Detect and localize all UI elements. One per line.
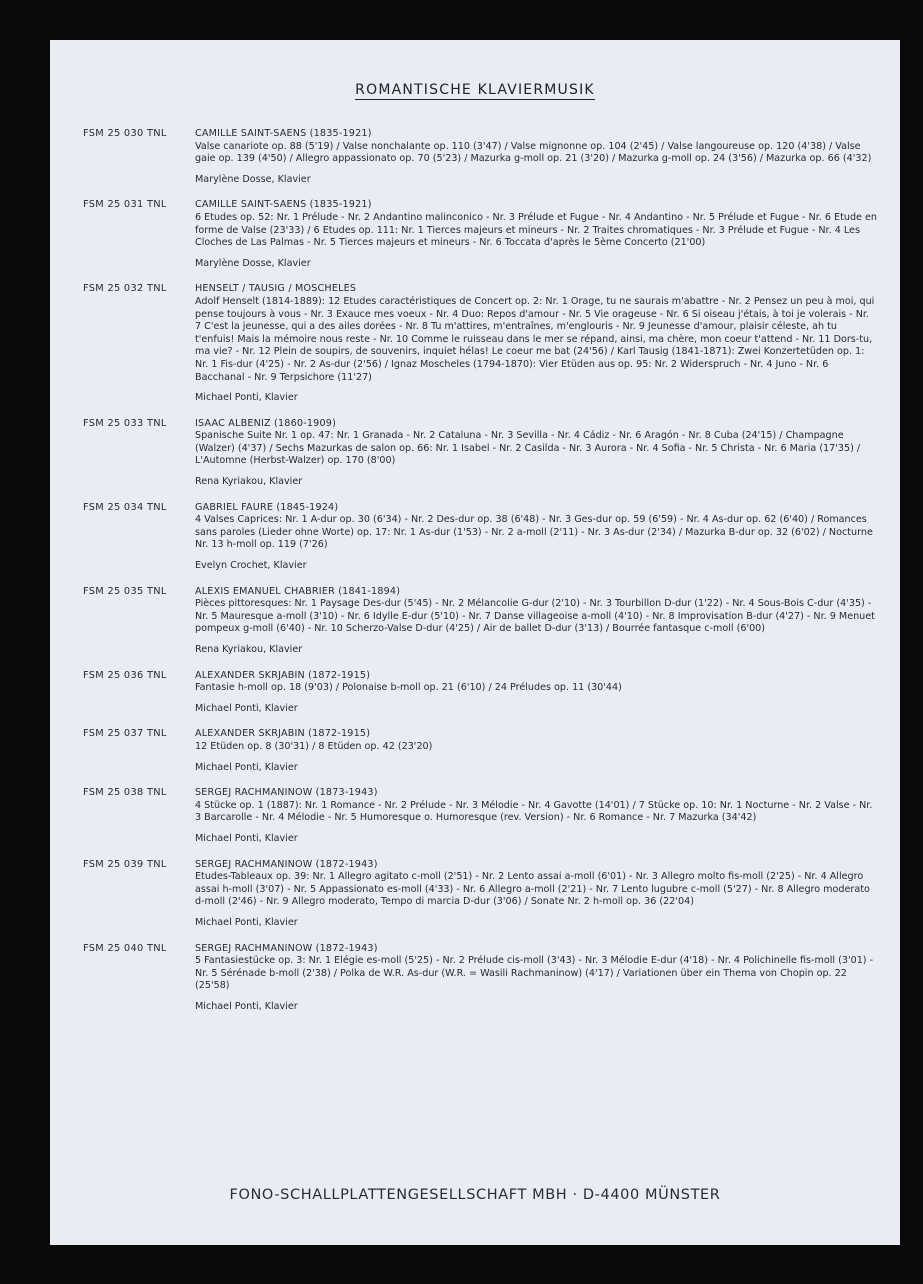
performer-line: Michael Ponti, Klavier	[195, 1000, 298, 1012]
performer-line: Rena Kyriakou, Klavier	[195, 644, 303, 655]
catalog-entry	[83, 859, 878, 930]
catalog-number: FSM 25 037 TNL	[83, 728, 167, 740]
composer-heading: CAMILLE SAINT-SAENS (1835-1921)	[195, 199, 372, 211]
catalog-entry	[83, 502, 878, 573]
catalog-entry	[83, 943, 878, 1014]
composer-heading: SERGEJ RACHMANINOW (1873-1943)	[195, 787, 378, 799]
works-list: 4 Stücke op. 1 (1887): Nr. 1 Romance - Nr. 2 Prélude - Nr. 3 Mélodie - Nr. 4 Gavotte (14'01) / 7 Stücke op. 10: Nr. 1 Nocturne - Nr. 2 Valse - Nr. 3 Barcarolle - Nr. 4 Mélodie - Nr. 5 Humoresque o. Humoresque (rev. Version) - Nr. 6 Romance - Nr. 7 Mazurka (34'42)	[195, 799, 873, 824]
catalog-entry	[83, 128, 878, 186]
works-list: Adolf Henselt (1814-1889): 12 Etudes caractéristiques de Concert op. 2: Nr. 1 Orage, tu ne saurais m'abattre - Nr. 2 Pensez un peu à moi, qui pense toujours à vous - Nr. 3 Exauce mes voeux - Nr. 4 Duo: Repos d'amour - Nr. 5 Vie orageuse - Nr. 6 Si oiseau j'étais, à toi je volerais - Nr. 7 C'est la jeunesse, qui a des ailes dorées - Nr. 8 Tu m'attires, m'entraînes, m'englouris - Nr. 9 Jeunesse d'amour, plaisir céleste, ah tu t'enfuis! Mais la mémoire nous reste - Nr. 10 Comme le ruisseau dans le mer se répand, ainsi, ma chère, mon coeur t'attend - Nr. 11 Dors-tu, ma vie? - Nr. 12 Plein de soupirs, de souvenirs, inquiet hélas! Le coeur me bat (24'56) / Karl Tausig (1841-1871): Zwei Konzertetüden op. 1: Nr. 1 Fis-dur (4'25) - Nr. 2 As-dur (2'56) / Ignaz Moscheles (1794-1870): Vier Etüden aus op. 95: Nr. 2 Widerspruch - Nr. 4 Juno - Nr. 6 Bacchanal - Nr. 9 Terpsichore (11'27)	[195, 295, 875, 383]
page-title	[50, 82, 900, 98]
works-list: Spanische Suite Nr. 1 op. 47: Nr. 1 Granada - Nr. 2 Cataluna - Nr. 3 Sevilla - Nr. 4 Cádiz - Nr. 6 Aragón - Nr. 8 Cuba (24'15) / Champagne (Walzer) (4'37) / Sechs Mazurkas de salon op. 66: Nr. 1 Isabel - Nr. 2 Casilda - Nr. 3 Aurora - Nr. 4 Sofia - Nr. 5 Christa - Nr. 6 Maria (17'35) / L'Automne (Herbst-Walzer) op. 170 (8'00)	[195, 430, 861, 467]
catalog-entry	[83, 586, 878, 657]
composer-heading: CAMILLE SAINT-SAENS (1835-1921)	[195, 128, 372, 139]
catalog-entry	[83, 418, 878, 489]
entry-body	[195, 418, 878, 489]
performer-line: Michael Ponti, Klavier	[195, 832, 298, 844]
works-list: 6 Etudes op. 52: Nr. 1 Prélude - Nr. 2 Andantino malinconico - Nr. 3 Prélude et Fugue - Nr. 4 Andantino - Nr. 5 Prélude et Fugue - Nr. 6 Etude en forme de Valse (23'33) / 6 Etudes op. 111: Nr. 1 Tierces majeurs et mineurs - Nr. 2 Traites chromatiques - Nr. 3 Prélude et Fugue - Nr. 4 Les Cloches de Las Palmas - Nr. 5 Tierces majeurs et mineurs - Nr. 6 Toccata d'après le 5ème Concerto (21'00)	[195, 211, 877, 249]
page-title-text: ROMANTISCHE KLAVIERMUSIK	[355, 82, 595, 98]
catalog-number: FSM 25 034 TNL	[83, 501, 167, 513]
entry-body	[195, 502, 878, 573]
entry-body	[195, 787, 878, 845]
composer-heading: SERGEJ RACHMANINOW (1872-1943)	[195, 858, 378, 870]
performer-line: Michael Ponti, Klavier	[195, 702, 298, 714]
catalog-entry	[83, 199, 878, 270]
entry-body	[195, 670, 878, 716]
catalog-entry	[83, 787, 878, 845]
entry-body	[195, 728, 878, 774]
composer-heading: ALEXANDER SKRJABIN (1872-1915)	[195, 728, 371, 740]
works-list: 5 Fantasiestücke op. 3: Nr. 1 Elégie es-moll (5'25) - Nr. 2 Prélude cis-moll (3'43) - Nr. 3 Mélodie E-dur (4'18) - Nr. 4 Polichinelle fis-moll (3'01) - Nr. 5 Sérénade b-moll (2'38) / Polka de W.R. As-dur (W.R. = Wasili Rachmaninow) (4'17) / Variationen über ein Thema von Chopin op. 22 (25'58)	[195, 955, 874, 992]
entry-body	[195, 283, 878, 404]
composer-heading: SERGEJ RACHMANINOW (1872-1943)	[195, 942, 378, 954]
catalog-sheet	[50, 40, 900, 1245]
composer-heading: GABRIEL FAURE (1845-1924)	[195, 501, 339, 513]
entry-body	[195, 943, 878, 1014]
performer-line: Marylène Dosse, Klavier	[195, 173, 311, 185]
entry-body	[195, 199, 878, 270]
catalog-number: FSM 25 039 TNL	[83, 858, 167, 870]
catalog-number: FSM 25 032 TNL	[83, 283, 167, 295]
publisher-footer: FONO-SCHALLPLATTENGESELLSCHAFT MBH · D-4400 MÜNSTER	[229, 1187, 721, 1203]
catalog-number: FSM 25 033 TNL	[83, 417, 167, 429]
works-list: 12 Etüden op. 8 (30'31) / 8 Etüden op. 42 (23'20)	[195, 740, 433, 752]
catalog-number: FSM 25 040 TNL	[83, 942, 167, 954]
performer-line: Michael Ponti, Klavier	[195, 392, 298, 404]
catalog-number: FSM 25 038 TNL	[83, 787, 167, 799]
catalog-entry	[83, 283, 878, 404]
performer-line: Evelyn Crochet, Klavier	[195, 560, 307, 572]
works-list: Pièces pittoresques: Nr. 1 Paysage Des-dur (5'45) - Nr. 2 Mélancolie G-dur (2'10) - Nr. 3 Tourbillon D-dur (1'22) - Nr. 4 Sous-Bois C-dur (4'35) - Nr. 5 Mauresque a-moll (3'10) - Nr. 6 Idylle E-dur (5'10) - Nr. 7 Danse villageoise a-moll (4'10) - Nr. 8 Improvisation B-dur (4'27) - Nr. 9 Menuet pompeux g-moll (6'40) - Nr. 10 Scherzo-Valse D-dur (4'25) / Air de ballet D-dur (3'13) / Bourrée fantasque c-moll (6'00)	[195, 598, 875, 635]
composer-heading: ALEXANDER SKRJABIN (1872-1915)	[195, 669, 371, 681]
works-list: Valse canariote op. 88 (5'19) / Valse nonchalante op. 110 (3'47) / Valse mignonne op. 104 (2'45) / Valse langoureuse op. 120 (4'38) / Valse gaie op. 139 (4'50) / Allegro appassionato op. 70 (5'23) / Mazurka g-moll op. 21 (3'20) / Mazurka g-moll op. 24 (3'56) / Mazurka op. 66 (4'32)	[195, 140, 872, 165]
catalog-entry	[83, 670, 878, 716]
entry-body	[195, 586, 878, 657]
catalog-number: FSM 25 030 TNL	[83, 128, 167, 139]
performer-line: Michael Ponti, Klavier	[195, 761, 298, 773]
works-list: 4 Valses Caprices: Nr. 1 A-dur op. 30 (6'34) - Nr. 2 Des-dur op. 38 (6'48) - Nr. 3 Ges-dur op. 59 (6'59) - Nr. 4 As-dur op. 62 (6'40) / Romances sans paroles (Lieder ohne Worte) op. 17: Nr. 1 As-dur (1'53) - Nr. 2 a-moll (2'11) - Nr. 3 As-dur (2'34) / Mazurka B-dur op. 32 (6'02) / Nocturne Nr. 13 h-moll op. 119 (7'26)	[195, 514, 873, 551]
catalog-number: FSM 25 031 TNL	[83, 199, 167, 211]
performer-line: Marylène Dosse, Klavier	[195, 257, 311, 269]
composer-heading: ALEXIS EMANUEL CHABRIER (1841-1894)	[195, 585, 401, 597]
catalog-number: FSM 25 035 TNL	[83, 585, 167, 597]
performer-line: Rena Kyriakou, Klavier	[195, 476, 303, 488]
works-list: Fantasie h-moll op. 18 (9'03) / Polonaise b-moll op. 21 (6'10) / 24 Préludes op. 11 (30'44)	[195, 682, 622, 694]
composer-heading: HENSELT / TAUSIG / MOSCHELES	[195, 283, 357, 295]
catalog-entries	[83, 128, 878, 1026]
performer-line: Michael Ponti, Klavier	[195, 916, 298, 928]
entry-body	[195, 128, 878, 186]
works-list: Etudes-Tableaux op. 39: Nr. 1 Allegro agitato c-moll (2'51) - Nr. 2 Lento assai a-moll (6'01) - Nr. 3 Allegro molto fis-moll (2'25) - Nr. 4 Allegro assai h-moll (3'07) - Nr. 5 Appassionato es-moll (4'33) - Nr. 6 Allegro a-moll (2'21) - Nr. 7 Lento lugubre c-moll (5'27) - Nr. 8 Allegro moderato d-moll (2'46) - Nr. 9 Allegro moderato, Tempo di marcia D-dur (3'06) / Sonate Nr. 2 h-moll op. 36 (22'04)	[195, 871, 870, 908]
catalog-number: FSM 25 036 TNL	[83, 669, 167, 681]
catalog-entry	[83, 728, 878, 774]
composer-heading: ISAAC ALBENIZ (1860-1909)	[195, 417, 337, 429]
entry-body	[195, 859, 878, 930]
